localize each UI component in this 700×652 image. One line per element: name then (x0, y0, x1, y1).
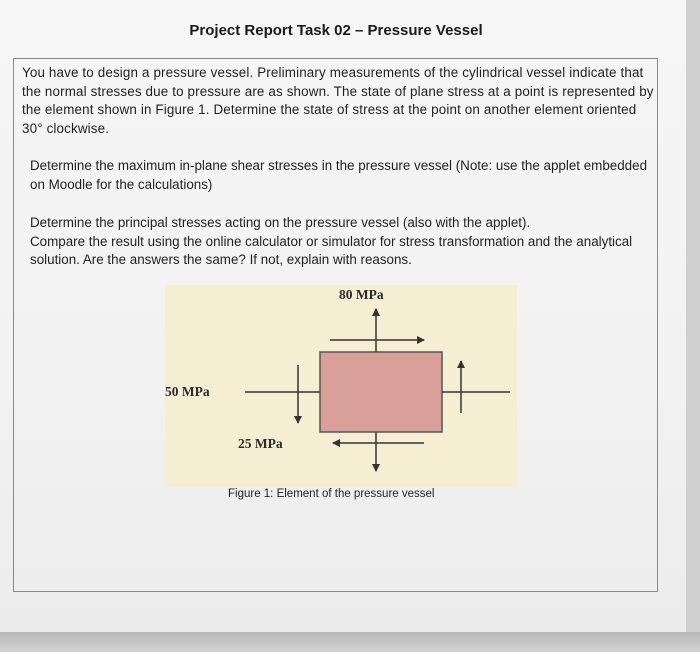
paragraph-principal-stress-line-2: Compare the result using the online calculator or simulator for stress transformation and the analytical solution. Are the answers the same? If not, explain with reasons. (30, 233, 633, 267)
label-80-mpa: 80 MPa (339, 287, 384, 302)
label-50-mpa: 50 MPa (165, 384, 210, 399)
paragraph-principal-stress (30, 214, 654, 270)
stress-element-figure (165, 285, 517, 487)
paragraph-task-description: You have to design a pressure vessel. Preliminary measurements of the cylindrical vessel indicate that the normal stresses due to pressure are as shown. The state of plane stress at a point is represented by the element shown in Figure 1. Determine the state of stress at the point on another element oriented 30° clockwise. (22, 65, 654, 136)
desk-edge-right (686, 0, 700, 632)
page-title: Project Report Task 02 – Pressure Vessel (189, 22, 483, 39)
desk-edge-bottom (0, 632, 700, 652)
stress-element-square (320, 352, 442, 432)
stress-element-diagram (165, 285, 517, 487)
label-25-mpa: 25 MPa (238, 436, 283, 451)
figure-caption: Figure 1: Element of the pressure vessel (228, 488, 435, 500)
paragraph-shear-stress: Determine the maximum in-plane shear stresses in the pressure vessel (Note: use the applet embedded on Moodle for the calculations) (30, 158, 648, 192)
paragraph-principal-stress-line-1: Determine the principal stresses acting on the pressure vessel (also with the applet). (30, 215, 531, 230)
